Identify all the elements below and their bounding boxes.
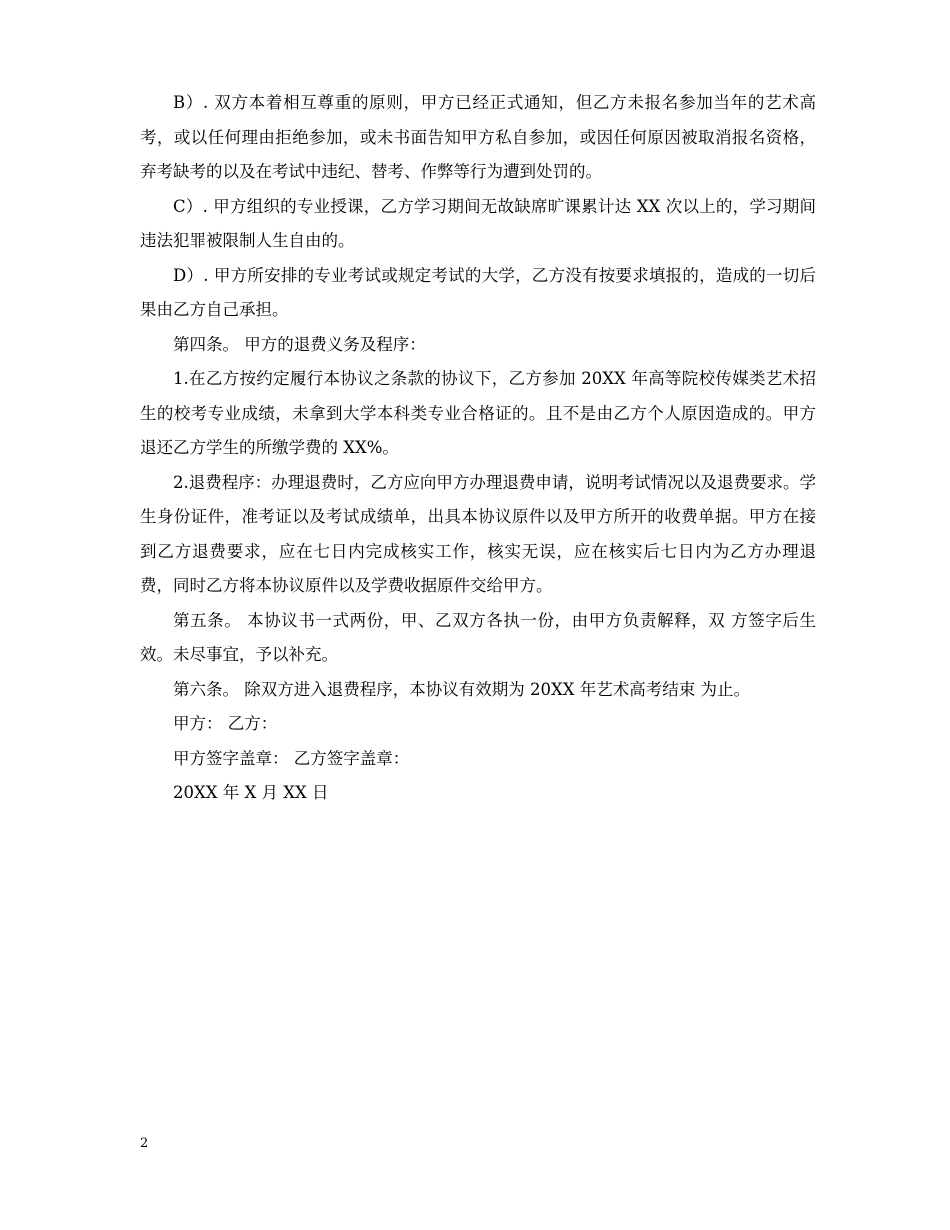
signature-stamp-line: 甲方签字盖章： 乙方签字盖章：: [173, 748, 410, 768]
refund-item-1-paragraph: 1.在乙方按约定履行本协议之条款的协议下，乙方参加 20XX 年高等院校传媒类艺术招生的校考专业成绩，未拿到大学本科类专业合格证的。且不是由乙方个人原因造成的。甲方退还乙方学生的所缴学费的 XX%。: [140, 369, 816, 457]
document-body: [140, 86, 816, 811]
refund-item-2-paragraph: 2.退费程序：办理退费时，乙方应向甲方办理退费申请，说明考试情况以及退费要求。学生身份证件，准考证以及考试成绩单，出具本协议原件以及甲方所开的收费单据。甲方在接到乙方退费要求，应在七日内完成核实工作，核实无误，应在核实后七日内为乙方办理退费，同时乙方将本协议原件以及学费收据原件交给甲方。: [140, 472, 816, 595]
parties-line: 甲方： 乙方：: [173, 714, 278, 733]
page-number: 2: [140, 1136, 149, 1151]
clause-b-paragraph: B）. 双方本着相互尊重的原则，甲方已经正式通知，但乙方未报名参加当年的艺术高考，或以任何理由拒绝参加，或未书面告知甲方私自参加，或因任何原因被取消报名资格，弃考缺考的以及在考试中违纪、替考、作弊等行为遭到处罚的。: [140, 93, 816, 181]
article-six-paragraph: 第六条。 除双方进入退费程序，本协议有效期为 20XX 年艺术高考结束 为止。: [173, 679, 750, 699]
article-five-paragraph: 第五条。 本协议书一式两份，甲、乙双方各执一份，由甲方负责解释，双 方签字后生效。未尽事宜，予以补充。: [140, 610, 816, 664]
article-four-heading: 第四条。 甲方的退费义务及程序：: [173, 334, 426, 354]
clause-d-paragraph: D）. 甲方所安排的专业考试或规定考试的大学，乙方没有按要求填报的，造成的一切后果由乙方自己承担。: [140, 265, 816, 319]
clause-c-paragraph: C）. 甲方组织的专业授课，乙方学习期间无故缺席旷课累计达 XX 次以上的，学习期间违法犯罪被限制人生自由的。: [140, 196, 816, 250]
date-line: 20XX 年 X 月 XX 日: [173, 783, 329, 802]
